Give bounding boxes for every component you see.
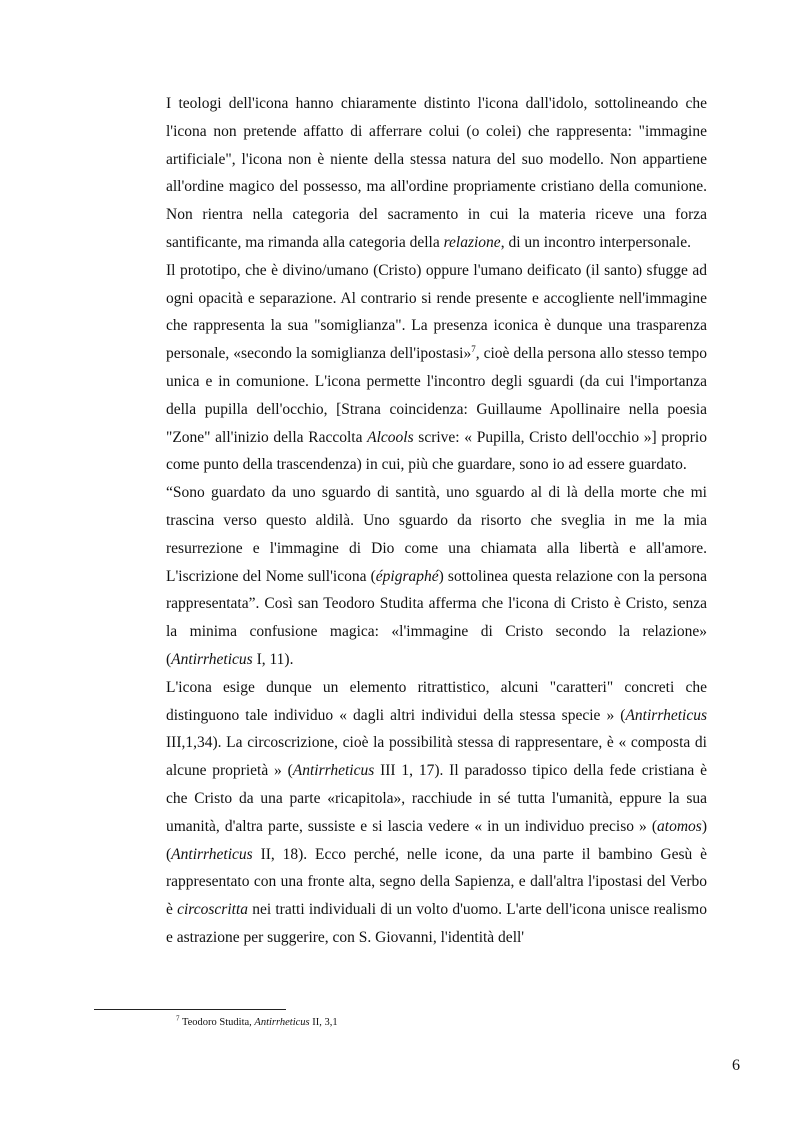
italic-text: Alcools <box>367 428 414 446</box>
paragraph-3 <box>166 479 707 674</box>
italic-text: circoscritta <box>177 901 248 919</box>
italic-text: Antirrheticus <box>171 650 253 668</box>
text-run: “Sono guardato da uno sguardo di santità, uno sguardo al di là della morte che mi trascina verso questo aldilà. Uno sguardo da risorto che sveglia in me la mia resurrezione e l'immagine di Dio come una chiamata alla libertà e all'amore. L'iscrizione del Nome sull'icona ( <box>166 484 707 585</box>
footnote-reference: 7 <box>471 344 476 355</box>
text-run: ) ( <box>166 817 707 863</box>
italic-text: épigraphé <box>375 567 439 585</box>
italic-text: Antirrheticus <box>171 845 253 863</box>
italic-text: relazione <box>443 233 501 251</box>
text-run: nei tratti individuali di un volto d'uomo. L'arte dell'icona unisce realismo e astrazione per suggerire, con S. Giovanni, l'identità dell' <box>166 901 707 946</box>
paragraph-2 <box>166 257 707 479</box>
paragraph-4 <box>166 674 707 952</box>
italic-text: atomos <box>657 817 702 835</box>
text-run: III,1,34). La circoscrizione, cioè la possibilità stessa di rappresentare, è « composta di alcune proprietà » ( <box>166 734 707 780</box>
italic-text: Antirrheticus <box>625 706 707 724</box>
text-run: scrive: « Pupilla, Cristo dell'occhio »] proprio come punto della trascendenza) in cui, più che guardare, sono io ad essere guardato. <box>166 428 707 474</box>
text-run: L'icona esige dunque un elemento ritrattistico, alcuni "caratteri" concreti che distinguono tale individuo « dagli altri individui della stessa specie » ( <box>166 678 707 724</box>
footnote-ref: II, 3,1 <box>309 1017 338 1028</box>
text-run: , cioè della persona allo stesso tempo unica e in comunione. L'icona permette l'incontro degli sguardi (da cui l'importanza della pupilla dell'occhio, [Strana coincidenza: Guillaume Apollinaire nella poesia "Zone" all'inizio della Raccolta <box>166 345 707 446</box>
text-run: ) sottolinea questa relazione con la persona rappresentata”. Così san Teodoro Studita afferma che l'icona di Cristo è Cristo, senza la minima confusione magica: «l'immagine di Cristo secondo la relazione» ( <box>166 567 707 668</box>
footnote-marker: 7 <box>176 1014 180 1023</box>
text-run: I, 11). <box>252 650 294 668</box>
footnote-title: Antirrheticus <box>254 1017 310 1028</box>
text-run: I teologi dell'icona hanno chiaramente distinto l'icona dall'idolo, sottolineando che l'icona non pretende affatto di afferrare colui (o colei) che rappresenta: "immagine artificiale", l'icona non è niente della stessa natura del suo modello. Non appartiene all'ordine magico del possesso, ma all'ordine propriamente cristiano della comunione. Non rientra nella categoria del sacramento in cui la materia riceve una forza santificante, ma rimanda alla categoria della <box>166 95 707 251</box>
paragraph-1 <box>166 90 707 257</box>
italic-text: Antirrheticus <box>292 762 375 780</box>
footnote-7 <box>176 1016 696 1030</box>
body-text <box>166 90 707 952</box>
footnote-separator <box>94 1009 286 1010</box>
footnote-author: Teodoro Studita, <box>181 1017 255 1028</box>
text-run: Il prototipo, che è divino/umano (Cristo) oppure l'umano deificato (il santo) sfugge ad ogni opacità e separazione. Al contrario si rende presente e accogliente nell'immagine che rappresenta la sua "somiglianza". La presenza iconica è dunque una trasparenza personale, «secondo la somiglianza dell'ipostasi» <box>166 261 707 363</box>
text-run: III 1, 17). Il paradosso tipico della fede cristiana è che Cristo da una parte «ricapitola», racchiude in sé tutta l'umanità, eppure la sua umanità, d'altra parte, sussiste e si lascia vedere « in un individuo preciso » ( <box>166 762 707 835</box>
page-number: 6 <box>732 1057 740 1074</box>
text-run: , di un incontro interpersonale. <box>500 233 691 251</box>
text-run: II, 18). Ecco perché, nelle icone, da una parte il bambino Gesù è rappresentato con una fronte alta, segno della Sapienza, e dall'altra l'ipostasi del Verbo è <box>166 845 707 919</box>
